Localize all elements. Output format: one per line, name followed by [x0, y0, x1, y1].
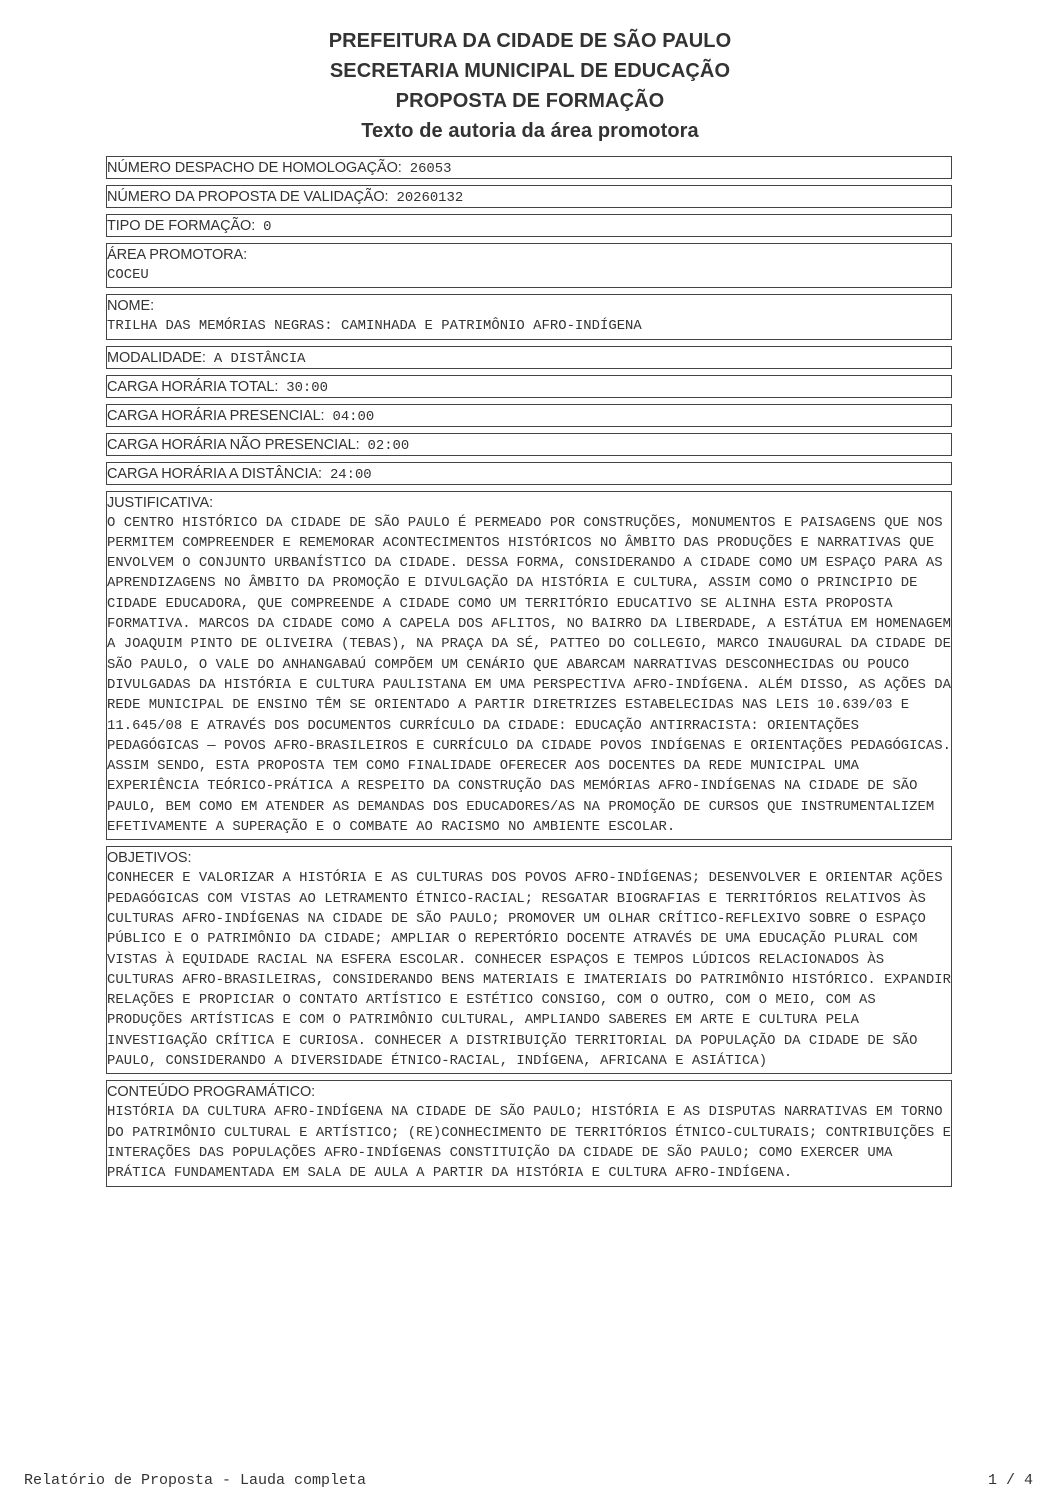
field-value: A DISTÂNCIA [213, 350, 306, 367]
field-label: NÚMERO DA PROPOSTA DE VALIDAÇÃO: [107, 189, 389, 205]
field-despacho [106, 156, 952, 179]
field-label: TIPO DE FORMAÇÃO: [107, 218, 256, 234]
field-value: O CENTRO HISTÓRICO DA CIDADE DE SÃO PAULO É PERMEADO POR CONSTRUÇÕES, MONUMENTOS E PAISAGENS QUE NOS PERMITEM COMPREENDER E REMEMORAR ACONTECIMENTOS HISTÓRICOS NO ÂMBITO DAS PRODUÇÕES E NARRATIVAS QUE ENVOLVEM O CONJUNTO URBANÍSTICO DA CIDADE. DESSA FORMA, CONSIDERANDO A CIDADE COMO UM ESPAÇO PARA AS APRENDIZAGENS NO ÂMBITO DA PROMOÇÃO E DIVULGAÇÃO DA HISTÓRIA E CULTURA, ASSIM COMO O PRINCIPIO DE CIDADE EDUCADORA, QUE COMPREENDE A CIDADE COMO UM TERRITÓRIO EDUCATIVO SE ALINHA ESTA PROPOSTA FORMATIVA. MARCOS DA CIDADE COMO A CAPELA DOS AFLITOS, NO BAIRRO DA LIBERDADE, A ESTÁTUA EM HOMENAGEM A JOAQUIM PINTO DE OLIVEIRA (TEBAS), NA PRAÇA DA SÉ, PATTEO DO COLLEGIO, MARCO INAUGURAL DA CIDADE DE SÃO PAULO, O VALE DO ANHANGABAÚ COMPÕEM UM CENÁRIO QUE ABARCAM NARRATIVAS DESCONHECIDAS OU POUCO DIVULGADAS DA HISTÓRIA E CULTURA PAULISTANA EM UMA PERSPECTIVA AFRO-INDÍGENA. ALÉM DISSO, AS AÇÕES DA REDE MUNICIPAL DE ENSINO TÊM SE ORIENTADO A PARTIR DIRETRIZES ESTABELECIDAS NAS LEIS 10.639/03 E 11.645/08 E ATRAVÉS DOS DOCUMENTOS CURRÍCULO DA CIDADE: EDUCAÇÃO ANTIRRACISTA: ORIENTAÇÕES PEDAGÓGICAS — POVOS AFRO-BRASILEIROS E CURRÍCULO DA CIDADE POVOS INDÍGENAS E ORIENTAÇÕES PEDAGÓGICAS. ASSIM SENDO, ESTA PROPOSTA TEM COMO FINALIDADE OFERECER AOS DOCENTES DA REDE MUNICIPAL UMA EXPERIÊNCIA TEÓRICO-PRÁTICA A RESPEITO DA CONSTRUÇÃO DAS MEMÓRIAS AFRO-INDÍGENAS NA CIDADE DE SÃO PAULO, BEM COMO EM ATENDER AS DEMANDAS DOS EDUCADORES/AS NA PROMOÇÃO DE CURSOS QUE INSTRUMENTALIZEM EFETIVAMENTE A SUPERAÇÃO E O COMBATE AO RACISMO NO AMBIENTE ESCOLAR. [107, 514, 960, 836]
field-label: ÁREA PROMOTORA: [107, 247, 248, 263]
field-value: COCEU [107, 267, 149, 283]
field-label: OBJETIVOS: [107, 850, 192, 867]
field-label: CONTEÚDO PROGRAMÁTICO: [107, 1084, 316, 1101]
field-label: CARGA HORÁRIA A DISTÂNCIA: [107, 465, 322, 482]
field-tipo [106, 214, 952, 237]
field-proposta [106, 185, 952, 208]
header-prefeitura: PREFEITURA DA CIDADE DE SÃO PAULO [328, 30, 732, 52]
field-objetivos [106, 846, 960, 1074]
field-carga-presencial [106, 404, 952, 427]
field-label: CARGA HORÁRIA PRESENCIAL: [107, 407, 325, 424]
field-value: TRILHA DAS MEMÓRIAS NEGRAS: CAMINHADA E PATRIMÔNIO AFRO-INDÍGENA [107, 318, 642, 335]
field-conteudo-programatico [106, 1080, 960, 1186]
field-label: NÚMERO DESPACHO DE HOMOLOGAÇÃO: [107, 160, 402, 176]
field-value: 30:00 [286, 379, 328, 396]
field-carga-distancia [106, 462, 952, 485]
field-value: 24:00 [329, 466, 372, 483]
field-value: 04:00 [332, 408, 375, 425]
field-area-promotora [106, 243, 952, 288]
field-nome [106, 294, 952, 339]
footer-report-title: Relatório de Proposta - Lauda completa [24, 1472, 367, 1489]
document-header [0, 26, 1060, 146]
header-subtitle: Texto de autoria da área promotora [361, 120, 699, 142]
header-proposta: PROPOSTA DE FORMAÇÃO [395, 90, 665, 112]
field-value: 0 [263, 219, 272, 235]
field-label: MODALIDADE: [107, 349, 206, 366]
field-value: 20260132 [396, 190, 464, 206]
field-label: JUSTIFICATIVA: [107, 494, 214, 511]
field-modalidade [106, 346, 952, 369]
field-value: 02:00 [367, 437, 410, 454]
field-value: HISTÓRIA DA CULTURA AFRO-INDÍGENA NA CIDADE DE SÃO PAULO; HISTÓRIA E AS DISPUTAS NARRATIVAS EM TORNO DO PATRIMÔNIO CULTURAL E ARTÍSTICO; (RE)CONHECIMENTO DE TERRITÓRIOS ÉTNICO-CULTURAIS; CONTRIBUIÇÕES E INTERAÇÕES DAS POPULAÇÕES AFRO-INDÍGENAS CONSTITUIÇÃO DA CIDADE DE SÃO PAULO; COMO EXERCER UMA PRÁTICA FUNDAMENTADA EM SALA DE AULA A PARTIR DA HISTÓRIA E CULTURA AFRO-INDÍGENA. [107, 1104, 960, 1182]
field-label: CARGA HORÁRIA NÃO PRESENCIAL: [107, 436, 360, 453]
field-carga-nao-presencial [106, 433, 952, 456]
field-label: NOME: [107, 298, 155, 315]
proposal-fields [106, 156, 960, 1193]
field-value: CONHECER E VALORIZAR A HISTÓRIA E AS CULTURAS DOS POVOS AFRO-INDÍGENAS; DESENVOLVER E ORIENTAR AÇÕES PEDAGÓGICAS COM VISTAS AO LETRAMENTO ÉTNICO-RACIAL; RESGATAR BIOGRAFIAS E TERRITÓRIOS RELATIVOS ÀS CULTURAS AFRO-INDÍGENAS NA CIDADE DE SÃO PAULO; PROMOVER UM OLHAR CRÍTICO-REFLEXIVO SOBRE O ESPAÇO PÚBLICO E O PATRIMÔNIO DA CIDADE; AMPLIAR O REPERTÓRIO DOCENTE ATRAVÉS DE UMA EDUCAÇÃO PLURAL COM VISTAS À EQUIDADE RACIAL NA ESFERA ESCOLAR. CONHECER ESPAÇOS E TEMPOS LÚDICOS RELACIONADOS ÀS CULTURAS AFRO-BRASILEIRAS, CONSIDERANDO BENS MATERIAIS E IMATERIAIS DO PATRIMÔNIO HISTÓRICO. EXPANDIR RELAÇÕES E PROPICIAR O CONTATO ARTÍSTICO E ESTÉTICO CONSIGO, COM O OUTRO, COM O MEIO, COM AS PRODUÇÕES ARTÍSTICAS E COM O PATRIMÔNIO CULTURAL, AMPLIANDO SABERES EM ARTE E CULTURA PELA INVESTIGAÇÃO CRÍTICA E CURIOSA. CONHECER A DISTRIBUIÇÃO TERRITORIAL DA POPULAÇÃO DA CIDADE DE SÃO PAULO, CONSIDERANDO A DIVERSIDADE ÉTNICO-RACIAL, INDÍGENA, AFRICANA E ASIÁTICA) [107, 870, 960, 1070]
field-carga-total [106, 375, 952, 398]
field-value: 26053 [409, 161, 452, 177]
field-justificativa [106, 491, 960, 841]
header-secretaria: SECRETARIA MUNICIPAL DE EDUCAÇÃO [329, 60, 731, 82]
field-label: CARGA HORÁRIA TOTAL: [107, 378, 279, 395]
footer-page-number: 1 / 4 [987, 1472, 1033, 1489]
